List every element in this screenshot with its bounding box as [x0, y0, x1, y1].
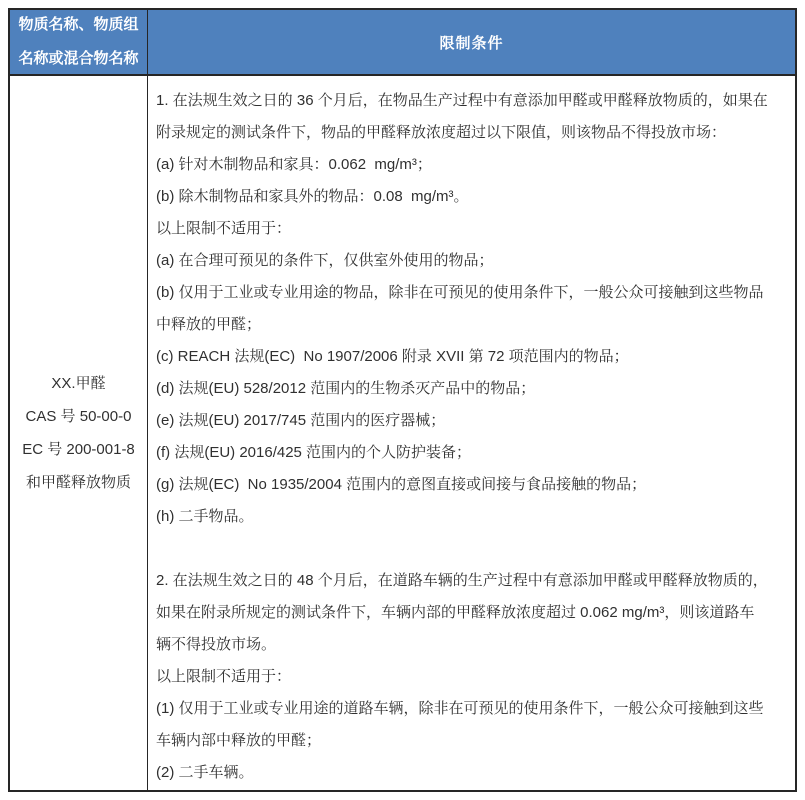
substance-releaser-line: 和甲醛释放物质 [25, 474, 131, 491]
substance-column-header-label: 物质名称、物质组名称或混合物名称 [18, 16, 139, 67]
restriction-paragraph: 2. 在法规生效之日的 48 个月后，在道路车辆的生产过程中有意添加甲醛或甲醛释放物质的，如果在附录所规定的测试条件下，车辆内部的甲醛释放浓度超过 0.062 mg/m³，则该道路车辆不得投放市场。 [156, 572, 768, 653]
restriction-cell [148, 76, 795, 790]
regulation-table [8, 8, 797, 792]
restriction-column-header [148, 10, 795, 76]
restriction-paragraph: (e) 法规(EU) 2017/745 范围内的医疗器械； [156, 412, 446, 429]
substance-ec-line: EC 号 200-001-8 [22, 441, 135, 458]
restriction-paragraph: (1) 仅用于工业或专业用途的道路车辆，除非在可预见的使用条件下，一般公众可接触到这些车辆内部中释放的甲醛； [156, 700, 764, 749]
substance-cas-line: CAS 号 50-00-0 [25, 408, 132, 425]
substance-name-line: XX.甲醛 [51, 375, 106, 392]
substance-column-header [10, 10, 148, 76]
restriction-paragraph: (b) 除木制物品和家具外的物品：0.08 mg/m³。 [156, 188, 469, 205]
restriction-paragraph: 以上限制不适用于： [156, 668, 292, 685]
restriction-paragraph: (f) 法规(EU) 2016/425 范围内的个人防护装备； [156, 444, 472, 461]
restriction-paragraph: (a) 针对木制物品和家具：0.062 mg/m³； [156, 156, 432, 173]
restriction-paragraph: (h) 二手物品。 [156, 508, 254, 525]
restriction-paragraph: (2) 二手车辆。 [156, 764, 254, 781]
restriction-column-header-label: 限制条件 [439, 34, 504, 52]
restriction-paragraph: (g) 法规(EC) No 1935/2004 范围内的意图直接或间接与食品接触的物品； [156, 476, 647, 493]
substance-cell [10, 76, 148, 790]
restriction-paragraph: (b) 仅用于工业或专业用途的物品，除非在可预见的使用条件下，一般公众可接触到这些物品中释放的甲醛； [156, 284, 764, 333]
restriction-paragraph: (a) 在合理可预见的条件下，仅供室外使用的物品； [156, 252, 494, 269]
restriction-paragraph: 以上限制不适用于： [156, 220, 292, 237]
restriction-paragraph: (d) 法规(EU) 528/2012 范围内的生物杀灭产品中的物品； [156, 380, 536, 397]
restriction-paragraph: 1. 在法规生效之日的 36 个月后，在物品生产过程中有意添加甲醛或甲醛释放物质的，如果在附录规定的测试条件下，物品的甲醛释放浓度超过以下限值，则该物品不得投放市场： [156, 92, 768, 141]
restriction-paragraph: (c) REACH 法规(EC) No 1907/2006 附录 XVII 第 72 项范围内的物品； [156, 348, 629, 365]
